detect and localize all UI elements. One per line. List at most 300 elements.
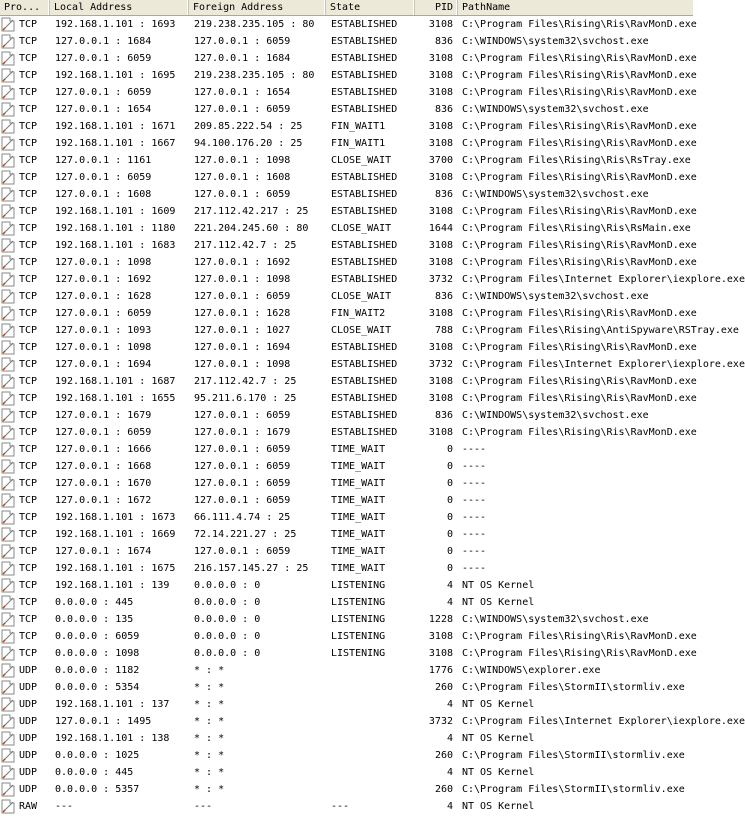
pathname-cell: C:\Program Files\Rising\Ris\RavMonD.exe bbox=[462, 308, 697, 319]
local-address-cell: 192.168.1.101 : 1687 bbox=[55, 376, 176, 387]
local-address-cell: 0.0.0.0 : 5354 bbox=[55, 682, 140, 693]
pid-cell: 1776 bbox=[428, 665, 453, 676]
state-cell: ESTABLISHED bbox=[331, 240, 398, 251]
connection-icon bbox=[1, 459, 16, 474]
state-cell: ESTABLISHED bbox=[331, 36, 398, 47]
table-row[interactable] bbox=[0, 169, 697, 186]
local-address-cell: 192.168.1.101 : 1671 bbox=[55, 121, 176, 132]
column-header-foreign-address[interactable]: Foreign Address bbox=[189, 0, 326, 15]
protocol-label: TCP bbox=[19, 70, 38, 81]
state-cell: TIME_WAIT bbox=[331, 529, 386, 540]
connection-icon bbox=[1, 680, 16, 695]
table-row[interactable] bbox=[0, 203, 697, 220]
state-cell bbox=[331, 730, 415, 747]
connection-icon bbox=[1, 493, 16, 508]
table-row[interactable] bbox=[0, 577, 693, 594]
local-address-cell: 192.168.1.101 : 1683 bbox=[55, 240, 176, 251]
connection-icon bbox=[1, 34, 16, 49]
local-address-cell: 192.168.1.101 : 1667 bbox=[55, 138, 176, 149]
protocol-label: TCP bbox=[19, 648, 38, 659]
protocol-label: TCP bbox=[19, 87, 38, 98]
connection-icon bbox=[1, 289, 16, 304]
protocol-cell bbox=[0, 645, 50, 662]
table-row[interactable] bbox=[0, 764, 693, 781]
table-row[interactable] bbox=[0, 305, 697, 322]
table-row[interactable] bbox=[0, 237, 697, 254]
connection-icon bbox=[1, 527, 16, 542]
local-address-cell: 0.0.0.0 : 6059 bbox=[55, 631, 140, 642]
pid-cell: 3108 bbox=[428, 53, 453, 64]
foreign-address-cell: 127.0.0.1 : 1098 bbox=[194, 155, 291, 166]
pathname-cell: NT OS Kernel bbox=[462, 801, 535, 812]
pid-cell: 4 bbox=[446, 767, 453, 778]
connection-icon bbox=[1, 646, 16, 661]
table-row[interactable] bbox=[0, 356, 745, 373]
connection-icon bbox=[1, 170, 16, 185]
pathname-cell: C:\WINDOWS\system32\svchost.exe bbox=[462, 104, 649, 115]
foreign-address-cell: 127.0.0.1 : 1608 bbox=[194, 172, 291, 183]
pathname-cell: C:\Program Files\Rising\Ris\RavMonD.exe bbox=[462, 342, 697, 353]
state-cell bbox=[331, 747, 415, 764]
foreign-address-cell: 127.0.0.1 : 1654 bbox=[194, 87, 291, 98]
pathname-cell: C:\WINDOWS\system32\svchost.exe bbox=[462, 36, 649, 47]
local-address-cell: --- bbox=[55, 801, 74, 812]
local-address-cell: 127.0.0.1 : 1161 bbox=[55, 155, 152, 166]
state-cell: LISTENING bbox=[331, 597, 386, 608]
protocol-cell bbox=[0, 509, 50, 526]
protocol-label: TCP bbox=[19, 19, 38, 30]
state-cell: ESTABLISHED bbox=[331, 70, 398, 81]
protocol-cell bbox=[0, 679, 50, 696]
protocol-label: TCP bbox=[19, 155, 38, 166]
protocol-label: TCP bbox=[19, 274, 38, 285]
local-address-cell: 127.0.0.1 : 1628 bbox=[55, 291, 152, 302]
connection-icon bbox=[1, 578, 16, 593]
local-address-cell: 0.0.0.0 : 1098 bbox=[55, 648, 140, 659]
protocol-cell bbox=[0, 254, 50, 271]
pid-cell: 0 bbox=[446, 512, 453, 523]
foreign-address-cell: 127.0.0.1 : 6059 bbox=[194, 461, 291, 472]
protocol-cell bbox=[0, 288, 50, 305]
foreign-address-cell: --- bbox=[194, 801, 213, 812]
local-address-cell: 0.0.0.0 : 445 bbox=[55, 597, 134, 608]
foreign-address-cell: 94.100.176.20 : 25 bbox=[194, 138, 303, 149]
state-cell: CLOSE_WAIT bbox=[331, 223, 392, 234]
protocol-cell bbox=[0, 594, 50, 611]
protocol-label: TCP bbox=[19, 138, 38, 149]
pathname-cell: C:\Program Files\Rising\Ris\RavMonD.exe bbox=[462, 53, 697, 64]
protocol-label: TCP bbox=[19, 189, 38, 200]
protocol-label: UDP bbox=[19, 767, 38, 778]
protocol-cell bbox=[0, 50, 50, 67]
pathname-cell: C:\Program Files\Rising\Ris\RavMonD.exe bbox=[462, 138, 697, 149]
pathname-cell: C:\Program Files\Rising\Ris\RavMonD.exe bbox=[462, 19, 697, 30]
state-cell: ESTABLISHED bbox=[331, 342, 398, 353]
local-address-cell: 0.0.0.0 : 1182 bbox=[55, 665, 140, 676]
protocol-label: UDP bbox=[19, 750, 38, 761]
connection-icon bbox=[1, 340, 16, 355]
protocol-cell bbox=[0, 441, 50, 458]
table-row[interactable] bbox=[0, 662, 693, 679]
pathname-cell: C:\Program Files\StormII\stormliv.exe bbox=[462, 750, 685, 761]
pathname-cell: ---- bbox=[462, 546, 487, 557]
state-cell: ESTABLISHED bbox=[331, 104, 398, 115]
pathname-cell: ---- bbox=[462, 563, 487, 574]
connection-icon bbox=[1, 799, 16, 814]
foreign-address-cell: 219.238.235.105 : 80 bbox=[194, 70, 315, 81]
pid-cell: 3108 bbox=[428, 240, 453, 251]
protocol-label: TCP bbox=[19, 529, 38, 540]
protocol-label: UDP bbox=[19, 733, 38, 744]
protocol-cell bbox=[0, 356, 50, 373]
connection-icon bbox=[1, 561, 16, 576]
protocol-cell bbox=[0, 781, 50, 798]
table-row[interactable] bbox=[0, 645, 697, 662]
local-address-cell: 192.168.1.101 : 1609 bbox=[55, 206, 176, 217]
state-cell: ESTABLISHED bbox=[331, 376, 398, 387]
connection-icon bbox=[1, 595, 16, 610]
pathname-cell: C:\Program Files\Rising\Ris\RavMonD.exe bbox=[462, 631, 697, 642]
protocol-label: TCP bbox=[19, 580, 38, 591]
state-cell bbox=[331, 696, 415, 713]
foreign-address-cell: * : * bbox=[194, 784, 225, 795]
table-row[interactable] bbox=[0, 560, 693, 577]
pathname-cell: ---- bbox=[462, 529, 487, 540]
connection-icon bbox=[1, 51, 16, 66]
pid-cell: 836 bbox=[434, 189, 453, 200]
table-row[interactable] bbox=[0, 441, 693, 458]
connection-icon bbox=[1, 153, 16, 168]
pathname-cell: C:\WINDOWS\system32\svchost.exe bbox=[462, 410, 649, 421]
pid-cell: 0 bbox=[446, 546, 453, 557]
protocol-cell bbox=[0, 169, 50, 186]
state-cell bbox=[331, 679, 415, 696]
protocol-label: TCP bbox=[19, 512, 38, 523]
column-header-local-address[interactable]: Local Address bbox=[50, 0, 189, 15]
foreign-address-cell: 217.112.42.7 : 25 bbox=[194, 376, 297, 387]
state-cell: ESTABLISHED bbox=[331, 189, 398, 200]
table-row[interactable] bbox=[0, 509, 693, 526]
local-address-cell: 192.168.1.101 : 1695 bbox=[55, 70, 176, 81]
protocol-label: TCP bbox=[19, 172, 38, 183]
table-row[interactable] bbox=[0, 33, 693, 50]
pathname-cell: C:\Program Files\Rising\Ris\RavMonD.exe bbox=[462, 121, 697, 132]
table-row[interactable] bbox=[0, 475, 693, 492]
protocol-cell bbox=[0, 560, 50, 577]
table-row[interactable] bbox=[0, 713, 745, 730]
pid-cell: 3108 bbox=[428, 121, 453, 132]
pid-cell: 3108 bbox=[428, 393, 453, 404]
connection-icon bbox=[1, 204, 16, 219]
local-address-cell: 0.0.0.0 : 135 bbox=[55, 614, 134, 625]
connection-icon bbox=[1, 68, 16, 83]
column-header-bar bbox=[0, 0, 693, 16]
protocol-label: TCP bbox=[19, 359, 38, 370]
foreign-address-cell: 127.0.0.1 : 1027 bbox=[194, 325, 291, 336]
connection-icon bbox=[1, 442, 16, 457]
protocol-label: TCP bbox=[19, 614, 38, 625]
pid-cell: 3108 bbox=[428, 257, 453, 268]
table-row[interactable] bbox=[0, 407, 693, 424]
state-cell: ESTABLISHED bbox=[331, 19, 398, 30]
table-row[interactable] bbox=[0, 67, 697, 84]
local-address-cell: 127.0.0.1 : 1692 bbox=[55, 274, 152, 285]
protocol-label: TCP bbox=[19, 121, 38, 132]
pid-cell: 260 bbox=[434, 682, 453, 693]
pid-cell: 3108 bbox=[428, 206, 453, 217]
pid-cell: 836 bbox=[434, 36, 453, 47]
pathname-cell: C:\Program Files\Rising\Ris\RavMonD.exe bbox=[462, 376, 697, 387]
pathname-cell: NT OS Kernel bbox=[462, 580, 535, 591]
connection-icon bbox=[1, 544, 16, 559]
state-cell: CLOSE_WAIT bbox=[331, 291, 392, 302]
connection-icon bbox=[1, 663, 16, 678]
protocol-label: TCP bbox=[19, 410, 38, 421]
pid-cell: 0 bbox=[446, 495, 453, 506]
pathname-cell: ---- bbox=[462, 444, 487, 455]
pathname-cell: ---- bbox=[462, 512, 487, 523]
table-row[interactable] bbox=[0, 798, 693, 815]
connection-icon bbox=[1, 17, 16, 32]
state-cell: FIN_WAIT2 bbox=[331, 308, 386, 319]
connection-icon bbox=[1, 391, 16, 406]
protocol-cell bbox=[0, 101, 50, 118]
pathname-cell: ---- bbox=[462, 461, 487, 472]
pathname-cell: C:\Program Files\Rising\Ris\RavMonD.exe bbox=[462, 393, 697, 404]
local-address-cell: 0.0.0.0 : 5357 bbox=[55, 784, 140, 795]
state-cell bbox=[331, 662, 415, 679]
state-cell: ESTABLISHED bbox=[331, 410, 398, 421]
connection-icon bbox=[1, 748, 16, 763]
state-cell: ESTABLISHED bbox=[331, 172, 398, 183]
pid-cell: 3108 bbox=[428, 138, 453, 149]
pid-cell: 836 bbox=[434, 410, 453, 421]
connection-icon bbox=[1, 697, 16, 712]
table-row[interactable] bbox=[0, 254, 697, 271]
pid-cell: 3108 bbox=[428, 87, 453, 98]
protocol-cell bbox=[0, 305, 50, 322]
table-row[interactable] bbox=[0, 84, 697, 101]
pid-cell: 836 bbox=[434, 291, 453, 302]
protocol-cell bbox=[0, 16, 50, 33]
protocol-cell bbox=[0, 747, 50, 764]
pathname-cell: C:\Program Files\Rising\Ris\RavMonD.exe bbox=[462, 240, 697, 251]
pid-cell: 260 bbox=[434, 784, 453, 795]
table-row[interactable] bbox=[0, 458, 693, 475]
local-address-cell: 127.0.0.1 : 6059 bbox=[55, 172, 152, 183]
protocol-cell bbox=[0, 33, 50, 50]
connection-icon bbox=[1, 272, 16, 287]
protocol-label: TCP bbox=[19, 427, 38, 438]
pid-cell: 3700 bbox=[428, 155, 453, 166]
pid-cell: 3732 bbox=[428, 274, 453, 285]
pathname-cell: C:\WINDOWS\system32\svchost.exe bbox=[462, 291, 649, 302]
protocol-cell bbox=[0, 458, 50, 475]
protocol-cell bbox=[0, 390, 50, 407]
table-row[interactable] bbox=[0, 543, 693, 560]
table-row[interactable] bbox=[0, 628, 697, 645]
foreign-address-cell: 127.0.0.1 : 6059 bbox=[194, 546, 291, 557]
protocol-cell bbox=[0, 730, 50, 747]
local-address-cell: 127.0.0.1 : 6059 bbox=[55, 87, 152, 98]
protocol-label: TCP bbox=[19, 376, 38, 387]
foreign-address-cell: 0.0.0.0 : 0 bbox=[194, 648, 261, 659]
state-cell: TIME_WAIT bbox=[331, 478, 386, 489]
foreign-address-cell: 127.0.0.1 : 6059 bbox=[194, 36, 291, 47]
protocol-label: RAW bbox=[19, 801, 38, 812]
local-address-cell: 192.168.1.101 : 138 bbox=[55, 733, 170, 744]
connection-icon bbox=[1, 323, 16, 338]
table-row[interactable] bbox=[0, 186, 693, 203]
local-address-cell: 127.0.0.1 : 1672 bbox=[55, 495, 152, 506]
foreign-address-cell: 127.0.0.1 : 6059 bbox=[194, 189, 291, 200]
state-cell: CLOSE_WAIT bbox=[331, 155, 392, 166]
protocol-label: TCP bbox=[19, 563, 38, 574]
pid-cell: 3108 bbox=[428, 70, 453, 81]
local-address-cell: 127.0.0.1 : 1495 bbox=[55, 716, 152, 727]
table-row[interactable] bbox=[0, 781, 693, 798]
pid-cell: 3108 bbox=[428, 172, 453, 183]
protocol-label: TCP bbox=[19, 546, 38, 557]
table-row[interactable] bbox=[0, 101, 693, 118]
table-row[interactable] bbox=[0, 16, 697, 33]
pathname-cell: NT OS Kernel bbox=[462, 699, 535, 710]
protocol-cell bbox=[0, 220, 50, 237]
table-row[interactable] bbox=[0, 526, 693, 543]
pid-cell: 3108 bbox=[428, 427, 453, 438]
pathname-cell: ---- bbox=[462, 495, 487, 506]
table-row[interactable] bbox=[0, 322, 739, 339]
table-row[interactable] bbox=[0, 594, 693, 611]
protocol-label: TCP bbox=[19, 53, 38, 64]
table-row[interactable] bbox=[0, 118, 697, 135]
table-row[interactable] bbox=[0, 339, 697, 356]
table-row[interactable] bbox=[0, 492, 693, 509]
foreign-address-cell: 127.0.0.1 : 1684 bbox=[194, 53, 291, 64]
foreign-address-cell: * : * bbox=[194, 682, 225, 693]
table-row[interactable] bbox=[0, 390, 697, 407]
local-address-cell: 127.0.0.1 : 1670 bbox=[55, 478, 152, 489]
pathname-cell: C:\Program Files\Rising\AntiSpyware\RSTray.exe bbox=[462, 325, 739, 336]
connection-icon bbox=[1, 187, 16, 202]
foreign-address-cell: 217.112.42.7 : 25 bbox=[194, 240, 297, 251]
connection-icon bbox=[1, 374, 16, 389]
pathname-cell: C:\Program Files\Internet Explorer\iexplore.exe bbox=[462, 716, 745, 727]
local-address-cell: 127.0.0.1 : 1674 bbox=[55, 546, 152, 557]
local-address-cell: 127.0.0.1 : 1098 bbox=[55, 257, 152, 268]
table-row[interactable] bbox=[0, 271, 745, 288]
local-address-cell: 192.168.1.101 : 1693 bbox=[55, 19, 176, 30]
table-row[interactable] bbox=[0, 220, 693, 237]
table-row[interactable] bbox=[0, 135, 697, 152]
pathname-cell: C:\Program Files\Rising\Ris\RsMain.exe bbox=[462, 223, 691, 234]
pid-cell: 3108 bbox=[428, 19, 453, 30]
protocol-cell bbox=[0, 84, 50, 101]
state-cell: TIME_WAIT bbox=[331, 461, 386, 472]
foreign-address-cell: 127.0.0.1 : 1694 bbox=[194, 342, 291, 353]
state-cell: FIN_WAIT1 bbox=[331, 121, 386, 132]
local-address-cell: 192.168.1.101 : 1669 bbox=[55, 529, 176, 540]
pid-cell: 3732 bbox=[428, 716, 453, 727]
protocol-cell bbox=[0, 526, 50, 543]
pid-cell: 3108 bbox=[428, 376, 453, 387]
state-cell: LISTENING bbox=[331, 580, 386, 591]
pid-cell: 0 bbox=[446, 461, 453, 472]
table-row[interactable] bbox=[0, 152, 693, 169]
table-row[interactable] bbox=[0, 424, 697, 441]
protocol-label: TCP bbox=[19, 342, 38, 353]
column-header-pathname[interactable]: PathName bbox=[462, 2, 511, 13]
protocol-cell bbox=[0, 152, 50, 169]
foreign-address-cell: 127.0.0.1 : 6059 bbox=[194, 410, 291, 421]
column-header-pid[interactable]: PID bbox=[415, 0, 458, 15]
pathname-cell: C:\Program Files\Rising\Ris\RavMonD.exe bbox=[462, 206, 697, 217]
protocol-cell bbox=[0, 373, 50, 390]
foreign-address-cell: 127.0.0.1 : 6059 bbox=[194, 478, 291, 489]
table-row[interactable] bbox=[0, 611, 693, 628]
connection-icon bbox=[1, 221, 16, 236]
table-row[interactable] bbox=[0, 747, 693, 764]
table-row[interactable] bbox=[0, 730, 693, 747]
pathname-cell: C:\Program Files\Rising\Ris\RavMonD.exe bbox=[462, 257, 697, 268]
foreign-address-cell: 217.112.42.217 : 25 bbox=[194, 206, 309, 217]
foreign-address-cell: 127.0.0.1 : 1098 bbox=[194, 274, 291, 285]
protocol-cell bbox=[0, 696, 50, 713]
foreign-address-cell: 127.0.0.1 : 6059 bbox=[194, 104, 291, 115]
local-address-cell: 0.0.0.0 : 1025 bbox=[55, 750, 140, 761]
pid-cell: 3108 bbox=[428, 308, 453, 319]
local-address-cell: 192.168.1.101 : 1180 bbox=[55, 223, 176, 234]
foreign-address-cell: 0.0.0.0 : 0 bbox=[194, 631, 261, 642]
protocol-label: UDP bbox=[19, 784, 38, 795]
protocol-label: TCP bbox=[19, 444, 38, 455]
foreign-address-cell: 127.0.0.1 : 6059 bbox=[194, 495, 291, 506]
foreign-address-cell: * : * bbox=[194, 699, 225, 710]
protocol-cell bbox=[0, 611, 50, 628]
table-row[interactable] bbox=[0, 50, 697, 67]
table-row[interactable] bbox=[0, 679, 693, 696]
table-row[interactable] bbox=[0, 288, 693, 305]
foreign-address-cell: 0.0.0.0 : 0 bbox=[194, 597, 261, 608]
table-row[interactable] bbox=[0, 373, 697, 390]
pid-cell: 3732 bbox=[428, 359, 453, 370]
local-address-cell: 192.168.1.101 : 1655 bbox=[55, 393, 176, 404]
connection-icon bbox=[1, 136, 16, 151]
pid-cell: 3108 bbox=[428, 342, 453, 353]
column-header-state[interactable]: State bbox=[326, 0, 415, 15]
foreign-address-cell: 127.0.0.1 : 1679 bbox=[194, 427, 291, 438]
local-address-cell: 127.0.0.1 : 1098 bbox=[55, 342, 152, 353]
local-address-cell: 127.0.0.1 : 6059 bbox=[55, 53, 152, 64]
protocol-cell bbox=[0, 492, 50, 509]
pid-cell: 0 bbox=[446, 444, 453, 455]
connection-icon bbox=[1, 102, 16, 117]
pid-cell: 836 bbox=[434, 104, 453, 115]
protocol-label: TCP bbox=[19, 478, 38, 489]
state-cell: TIME_WAIT bbox=[331, 563, 386, 574]
pid-cell: 1228 bbox=[428, 614, 453, 625]
table-row[interactable] bbox=[0, 696, 693, 713]
column-header-protocol[interactable]: Pro... bbox=[0, 0, 50, 15]
protocol-label: TCP bbox=[19, 461, 38, 472]
protocol-cell bbox=[0, 203, 50, 220]
pid-cell: 4 bbox=[446, 597, 453, 608]
local-address-cell: 127.0.0.1 : 1093 bbox=[55, 325, 152, 336]
connection-icon bbox=[1, 782, 16, 797]
pid-cell: 3108 bbox=[428, 631, 453, 642]
state-cell: TIME_WAIT bbox=[331, 495, 386, 506]
protocol-label: TCP bbox=[19, 240, 38, 251]
